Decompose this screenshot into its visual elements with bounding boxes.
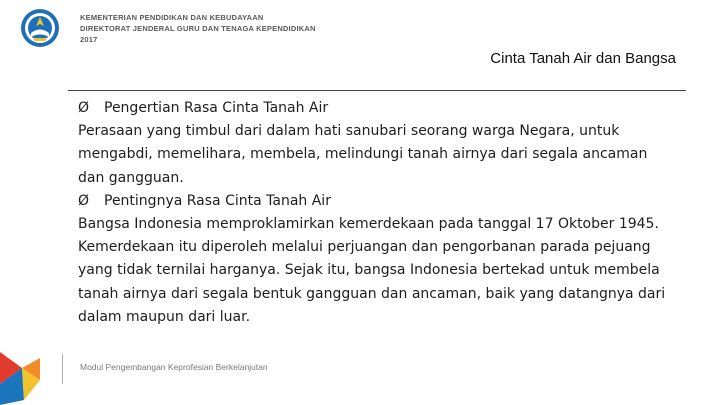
paragraph-line: dalam maupun dari luar. [78,308,251,325]
paragraph-line: mengabdi, memelihara, membela, melindungi tanah airnya dari segala ancaman [78,146,648,163]
arrow-bullet-icon: Ø [78,100,90,116]
paragraph-line: Bangsa Indonesia memproklamirkan kemerdekaan pada tanggal 17 Oktober 1945. [78,216,659,233]
paragraph-line: Kemerdekaan itu diperoleh melalui perjuangan dan pengorbanan parada pejuang [78,239,651,256]
paragraph-line: Perasaan yang timbul dari dalam hati sanubari seorang warga Negara, untuk [78,123,620,140]
kemendikbud-logo-icon [20,8,60,50]
arrow-bullet-icon: Ø [78,192,90,209]
slide-content [78,97,688,329]
bullet-heading-text: Pengertian Rasa Cinta Tanah Air [104,100,329,116]
footer-accent-icon [0,340,46,405]
bullet-heading-1 [78,97,688,120]
organization-header [80,12,316,45]
bullet-heading-2 [78,190,688,213]
footer-module-title: Modul Pengembangan Keprofesian Berkelanjutan [80,362,268,372]
header-year: 2017 [80,35,98,44]
paragraph-line: tanah airnya dari segala bentuk gangguan dan ancaman, baik yang datangnya dari [78,285,666,302]
title-divider [68,90,686,91]
paragraph-line: dan gangguan. [78,169,184,186]
paragraph-line: yang tidak ternilai harganya. Sejak itu, bangsa Indonesia bertekad untuk membela [78,262,660,279]
footer-divider [62,354,63,384]
ministry-name: KEMENTERIAN PENDIDIKAN DAN KEBUDAYAAN [80,13,264,22]
slide-title: Cinta Tanah Air dan Bangsa [490,50,676,67]
directorate-name: DIREKTORAT JENDERAL GURU DAN TENAGA KEPENDIDIKAN [80,24,316,33]
bullet-heading-text: Pentingnya Rasa Cinta Tanah Air [104,192,331,209]
